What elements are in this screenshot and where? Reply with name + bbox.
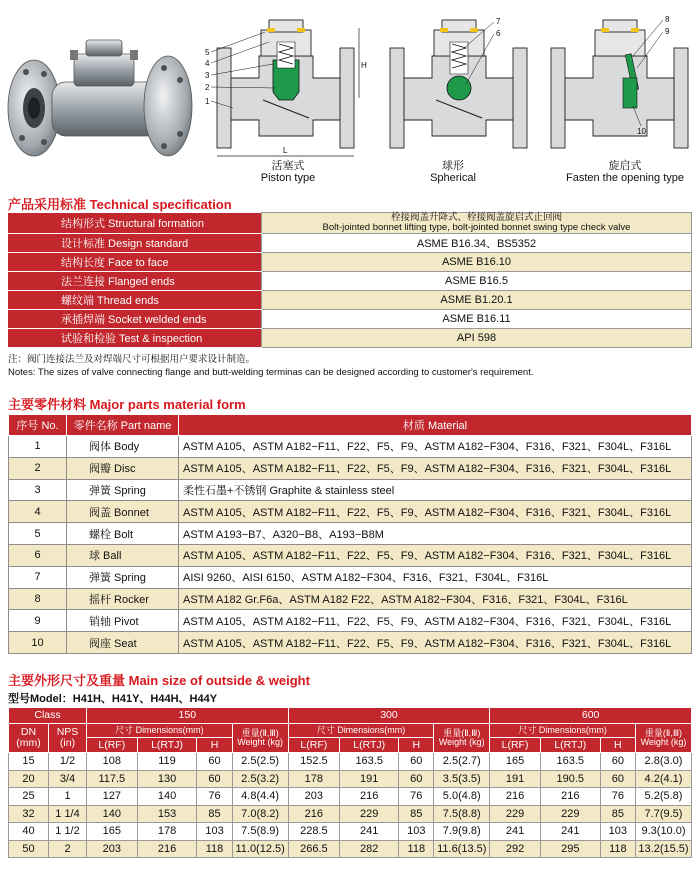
material-no: 8 xyxy=(9,588,67,610)
dimension-cell: 228.5 xyxy=(288,823,339,841)
class-300: 300 xyxy=(288,708,490,724)
weight-cell: 2.8(3.0) xyxy=(636,753,692,771)
material-value: ASTM A105、ASTM A182−F11、F22、F5、F9、ASTM A182−F304、F316、F321、F304L、F316L xyxy=(179,501,692,523)
dimension-cell: 266.5 xyxy=(288,840,339,858)
spec-value: ASME B16.11 xyxy=(262,310,692,329)
material-value: ASTM A105、ASTM A182−F11、F22、F5、F9、ASTM A182−F304、F316、F321、F304L、F316L xyxy=(179,544,692,566)
spec-value-cn: 栓接阀盖升降式、栓接阀盖旋启式止回阀 xyxy=(390,212,562,223)
material-part: 弹簧 Spring xyxy=(67,479,179,501)
dimension-row xyxy=(9,753,692,771)
dimension-cell: 216 xyxy=(340,788,399,806)
material-value: ASTM A105、ASTM A182−F11、F22、F5、F9、ASTM A182−F304、F316、F321、F304L、F316L xyxy=(179,457,692,479)
nps-cell: 1 1/2 xyxy=(49,823,87,841)
class-header-row xyxy=(9,708,692,724)
col-lrf: L(RF) xyxy=(490,738,541,753)
weight-cell: 7.7(9.5) xyxy=(636,805,692,823)
material-no: 6 xyxy=(9,544,67,566)
class-label: Class xyxy=(9,708,87,724)
dimension-cell: 60 xyxy=(399,753,434,771)
caption-piston-en: Piston type xyxy=(260,172,316,184)
spec-value: ASME B1.20.1 xyxy=(262,291,692,310)
notes xyxy=(8,353,534,379)
caption-swing xyxy=(550,160,700,184)
dimension-cell: 108 xyxy=(87,753,138,771)
material-row xyxy=(9,544,692,566)
dim-group-150: 尺寸 Dimensions(mm) xyxy=(87,724,233,738)
spec-row xyxy=(9,291,692,310)
material-no: 7 xyxy=(9,566,67,588)
nps-cell: 1 1/4 xyxy=(49,805,87,823)
material-value: AISI 9260、AISI 6150、ASTM A182−F304、F316、F321、F304L、F316L xyxy=(179,566,692,588)
dimension-cell: 165 xyxy=(87,823,138,841)
callout-5: 5 xyxy=(205,48,210,57)
materials-header-row xyxy=(9,415,692,436)
dimension-cell: 103 xyxy=(197,823,232,841)
material-value: 柔性石墨+不锈钢 Graphite & stainless steel xyxy=(179,479,692,501)
dimension-cell: 241 xyxy=(540,823,600,841)
material-no: 3 xyxy=(9,479,67,501)
callout-3: 3 xyxy=(205,71,210,80)
material-no: 9 xyxy=(9,610,67,632)
dim-group-300: 尺寸 Dimensions(mm) xyxy=(288,724,434,738)
caption-swing-cn: 旋启式 xyxy=(608,159,642,172)
spec-row xyxy=(9,272,692,291)
material-value: ASTM A105、ASTM A182−F11、F22、F5、F9、ASTM A182−F304、F316、F321、F304L、F316L xyxy=(179,632,692,654)
column-header-row xyxy=(9,738,692,753)
piston-type-drawing xyxy=(203,8,368,168)
spec-value: ASME B16.5 xyxy=(262,272,692,291)
material-row xyxy=(9,610,692,632)
weight-cell: 4.8(4.4) xyxy=(232,788,288,806)
dimension-cell: 60 xyxy=(197,770,232,788)
dimension-cell: 191 xyxy=(340,770,399,788)
dimension-cell: 103 xyxy=(399,823,434,841)
dimension-cell: 127 xyxy=(87,788,138,806)
callout-2: 2 xyxy=(205,83,210,92)
weight-cell: 7.9(9.8) xyxy=(434,823,490,841)
material-part: 弹簧 Spring xyxy=(67,566,179,588)
weight-cell: 5.2(5.8) xyxy=(636,788,692,806)
weight-cell: 2.5(3.2) xyxy=(232,770,288,788)
spec-label: 承插焊端 Socket welded ends xyxy=(9,310,262,329)
dimension-cell: 60 xyxy=(600,753,635,771)
material-value: ASTM A193−B7、A320−B8、A193−B8M xyxy=(179,523,692,545)
caption-piston xyxy=(243,160,333,184)
callout-10: 10 xyxy=(637,127,646,136)
material-row xyxy=(9,436,692,458)
material-value: ASTM A105、ASTM A182−F11、F22、F5、F9、ASTM A182−F304、F316、F321、F304L、F316L xyxy=(179,610,692,632)
weight-cell: 2.5(2.7) xyxy=(434,753,490,771)
dimension-cell: 103 xyxy=(600,823,635,841)
dimension-cell: 76 xyxy=(399,788,434,806)
callout-7: 7 xyxy=(496,17,501,26)
dn-cell: 40 xyxy=(9,823,49,841)
weight-cell: 13.2(15.5) xyxy=(636,840,692,858)
material-row xyxy=(9,566,692,588)
weight-cell: 7.0(8.2) xyxy=(232,805,288,823)
weight-cell: 7.5(8.8) xyxy=(434,805,490,823)
dimension-cell: 60 xyxy=(197,753,232,771)
nps-cell: 1 xyxy=(49,788,87,806)
spec-row xyxy=(9,329,692,348)
material-part: 阀座 Seat xyxy=(67,632,179,654)
col-lrtj: L(RTJ) xyxy=(137,738,197,753)
material-part: 阀盖 Bonnet xyxy=(67,501,179,523)
materials-heading: 主要零件材料 Major parts material form xyxy=(8,397,246,412)
col-lrtj: L(RTJ) xyxy=(540,738,600,753)
material-value: ASTM A182 Gr.F6a、ASTM A182 F22、ASTM A182−F304、F316、F321、F304L、F316L xyxy=(179,588,692,610)
material-no: 4 xyxy=(9,501,67,523)
dimension-cell: 216 xyxy=(490,788,541,806)
dimension-cell: 190.5 xyxy=(540,770,600,788)
spherical-drawing xyxy=(376,8,541,168)
col-header-material: 材质 Material xyxy=(179,415,692,436)
material-part: 阀瓣 Disc xyxy=(67,457,179,479)
callout-4: 4 xyxy=(205,59,210,68)
dimension-row xyxy=(9,770,692,788)
weight-cell: 7.5(8.9) xyxy=(232,823,288,841)
spec-row xyxy=(9,234,692,253)
dn-cell: 15 xyxy=(9,753,49,771)
dimension-cell: 85 xyxy=(399,805,434,823)
spec-value: API 598 xyxy=(262,329,692,348)
dimension-cell: 60 xyxy=(600,770,635,788)
dimension-cell: 203 xyxy=(87,840,138,858)
class-600: 600 xyxy=(490,708,692,724)
caption-piston-cn: 活塞式 xyxy=(271,159,305,172)
dim-group-600: 尺寸 Dimensions(mm) xyxy=(490,724,636,738)
material-row xyxy=(9,523,692,545)
material-no: 1 xyxy=(9,436,67,458)
dimension-cell: 118 xyxy=(600,840,635,858)
callout-6: 6 xyxy=(496,29,501,38)
weight-cell: 3.5(3.5) xyxy=(434,770,490,788)
dimension-cell: 130 xyxy=(137,770,197,788)
dimension-cell: 216 xyxy=(137,840,197,858)
dimensions-table xyxy=(8,707,692,858)
nps-cell: 1/2 xyxy=(49,753,87,771)
material-row xyxy=(9,632,692,654)
dimension-row xyxy=(9,805,692,823)
dimension-cell: 152.5 xyxy=(288,753,339,771)
weight-cell: 9.3(10.0) xyxy=(636,823,692,841)
dimension-cell: 282 xyxy=(340,840,399,858)
dimension-row xyxy=(9,840,692,858)
spec-label: 试验和检验 Test & inspection xyxy=(9,329,262,348)
weight-header-600: 重量(Ⅱ,Ⅲ) Weight (kg) xyxy=(636,724,692,753)
note-en: Notes: The sizes of valve connecting flange and butt-welding terminas can be designed according to customer's requirement. xyxy=(8,367,534,378)
figure-area xyxy=(0,0,700,190)
dimension-cell: 140 xyxy=(137,788,197,806)
dimension-cell: 191 xyxy=(490,770,541,788)
spec-row xyxy=(9,310,692,329)
col-h: H xyxy=(399,738,434,753)
material-no: 2 xyxy=(9,457,67,479)
material-no: 10 xyxy=(9,632,67,654)
dimension-cell: 153 xyxy=(137,805,197,823)
nps-cell: 2 xyxy=(49,840,87,858)
dimension-row xyxy=(9,788,692,806)
material-row xyxy=(9,457,692,479)
dimension-cell: 216 xyxy=(540,788,600,806)
dn-header: DN (mm) xyxy=(9,724,49,753)
weight-cell: 11.0(12.5) xyxy=(232,840,288,858)
caption-spherical-en: Spherical xyxy=(430,172,476,184)
weight-cell: 4.2(4.1) xyxy=(636,770,692,788)
weight-cell: 2.5(2.5) xyxy=(232,753,288,771)
spec-value-en: Bolt-jointed bonnet lifting type, bolt-jointed bonnet swing type check valve xyxy=(322,222,631,233)
dimension-cell: 76 xyxy=(600,788,635,806)
materials-table xyxy=(8,414,692,654)
callout-8: 8 xyxy=(665,15,670,24)
dimension-cell: 163.5 xyxy=(540,753,600,771)
nps-header: NPS (in) xyxy=(49,724,87,753)
dimension-cell: 292 xyxy=(490,840,541,858)
material-part: 螺栓 Bolt xyxy=(67,523,179,545)
dim-label-H: H xyxy=(361,61,367,70)
spec-label: 结构形式 Structural formation xyxy=(9,213,262,234)
dimension-cell: 140 xyxy=(87,805,138,823)
material-value: ASTM A105、ASTM A182−F11、F22、F5、F9、ASTM A182−F304、F316、F321、F304L、F316L xyxy=(179,436,692,458)
dimension-cell: 119 xyxy=(137,753,197,771)
class-150: 150 xyxy=(87,708,289,724)
spec-row xyxy=(9,213,692,234)
col-lrf: L(RF) xyxy=(288,738,339,753)
dimension-cell: 229 xyxy=(490,805,541,823)
dimension-cell: 229 xyxy=(540,805,600,823)
dn-cell: 25 xyxy=(9,788,49,806)
tech-spec-table xyxy=(8,212,692,348)
spec-value xyxy=(262,213,692,234)
dimension-cell: 118 xyxy=(197,840,232,858)
material-no: 5 xyxy=(9,523,67,545)
dimension-cell: 216 xyxy=(288,805,339,823)
dn-cell: 50 xyxy=(9,840,49,858)
spec-value: ASME B16.10 xyxy=(262,253,692,272)
nps-cell: 3/4 xyxy=(49,770,87,788)
valve-photo xyxy=(4,20,200,170)
weight-cell: 5.0(4.8) xyxy=(434,788,490,806)
spec-label: 螺纹端 Thread ends xyxy=(9,291,262,310)
weight-cell: 11.6(13.5) xyxy=(434,840,490,858)
note-cn: 注：阀门连接法兰及对焊端尺寸可根据用户要求设计制造。 xyxy=(8,354,256,365)
caption-spherical xyxy=(408,160,498,184)
dimension-cell: 295 xyxy=(540,840,600,858)
spec-label: 结构长度 Face to face xyxy=(9,253,262,272)
dimension-cell: 118 xyxy=(399,840,434,858)
dimension-cell: 85 xyxy=(197,805,232,823)
spec-row xyxy=(9,253,692,272)
col-lrf: L(RF) xyxy=(87,738,138,753)
dimension-row xyxy=(9,823,692,841)
material-row xyxy=(9,479,692,501)
material-part: 销轴 Pivot xyxy=(67,610,179,632)
col-h: H xyxy=(600,738,635,753)
dimension-cell: 241 xyxy=(490,823,541,841)
dimensions-heading: 主要外形尺寸及重量 Main size of outside & weight xyxy=(8,673,310,688)
spec-label: 设计标准 Design standard xyxy=(9,234,262,253)
callout-1: 1 xyxy=(205,97,210,106)
col-header-part: 零件名称 Part name xyxy=(67,415,179,436)
dimension-cell: 241 xyxy=(340,823,399,841)
dn-cell: 20 xyxy=(9,770,49,788)
model-line: 型号Model：H41H、H41Y、H44H、H44Y xyxy=(8,693,218,705)
dimension-cell: 229 xyxy=(340,805,399,823)
material-part: 阀体 Body xyxy=(67,436,179,458)
swing-type-drawing xyxy=(537,8,700,168)
dimension-cell: 76 xyxy=(197,788,232,806)
spec-value: ASME B16.34、BS5352 xyxy=(262,234,692,253)
material-part: 球 Ball xyxy=(67,544,179,566)
dimension-cell: 203 xyxy=(288,788,339,806)
col-lrtj: L(RTJ) xyxy=(340,738,399,753)
spec-label: 法兰连接 Flanged ends xyxy=(9,272,262,291)
dn-cell: 32 xyxy=(9,805,49,823)
dim-label-L: L xyxy=(283,146,288,155)
caption-spherical-cn: 球形 xyxy=(442,159,464,172)
dimension-cell: 85 xyxy=(600,805,635,823)
caption-swing-en: Fasten the opening type xyxy=(565,172,685,184)
dimension-cell: 178 xyxy=(137,823,197,841)
weight-header-300: 重量(Ⅱ,Ⅲ) Weight (kg) xyxy=(434,724,490,753)
dimension-cell: 60 xyxy=(399,770,434,788)
dimension-cell: 178 xyxy=(288,770,339,788)
dimension-cell: 117.5 xyxy=(87,770,138,788)
col-h: H xyxy=(197,738,232,753)
callout-9: 9 xyxy=(665,27,670,36)
col-header-no: 序号 No. xyxy=(9,415,67,436)
tech-spec-heading: 产品采用标准 Technical specification xyxy=(8,197,232,212)
dimension-cell: 163.5 xyxy=(340,753,399,771)
weight-header-150: 重量(Ⅱ,Ⅲ) Weight (kg) xyxy=(232,724,288,753)
material-part: 摇杆 Rocker xyxy=(67,588,179,610)
material-row xyxy=(9,588,692,610)
material-row xyxy=(9,501,692,523)
dimension-cell: 165 xyxy=(490,753,541,771)
group-header-row xyxy=(9,724,692,738)
